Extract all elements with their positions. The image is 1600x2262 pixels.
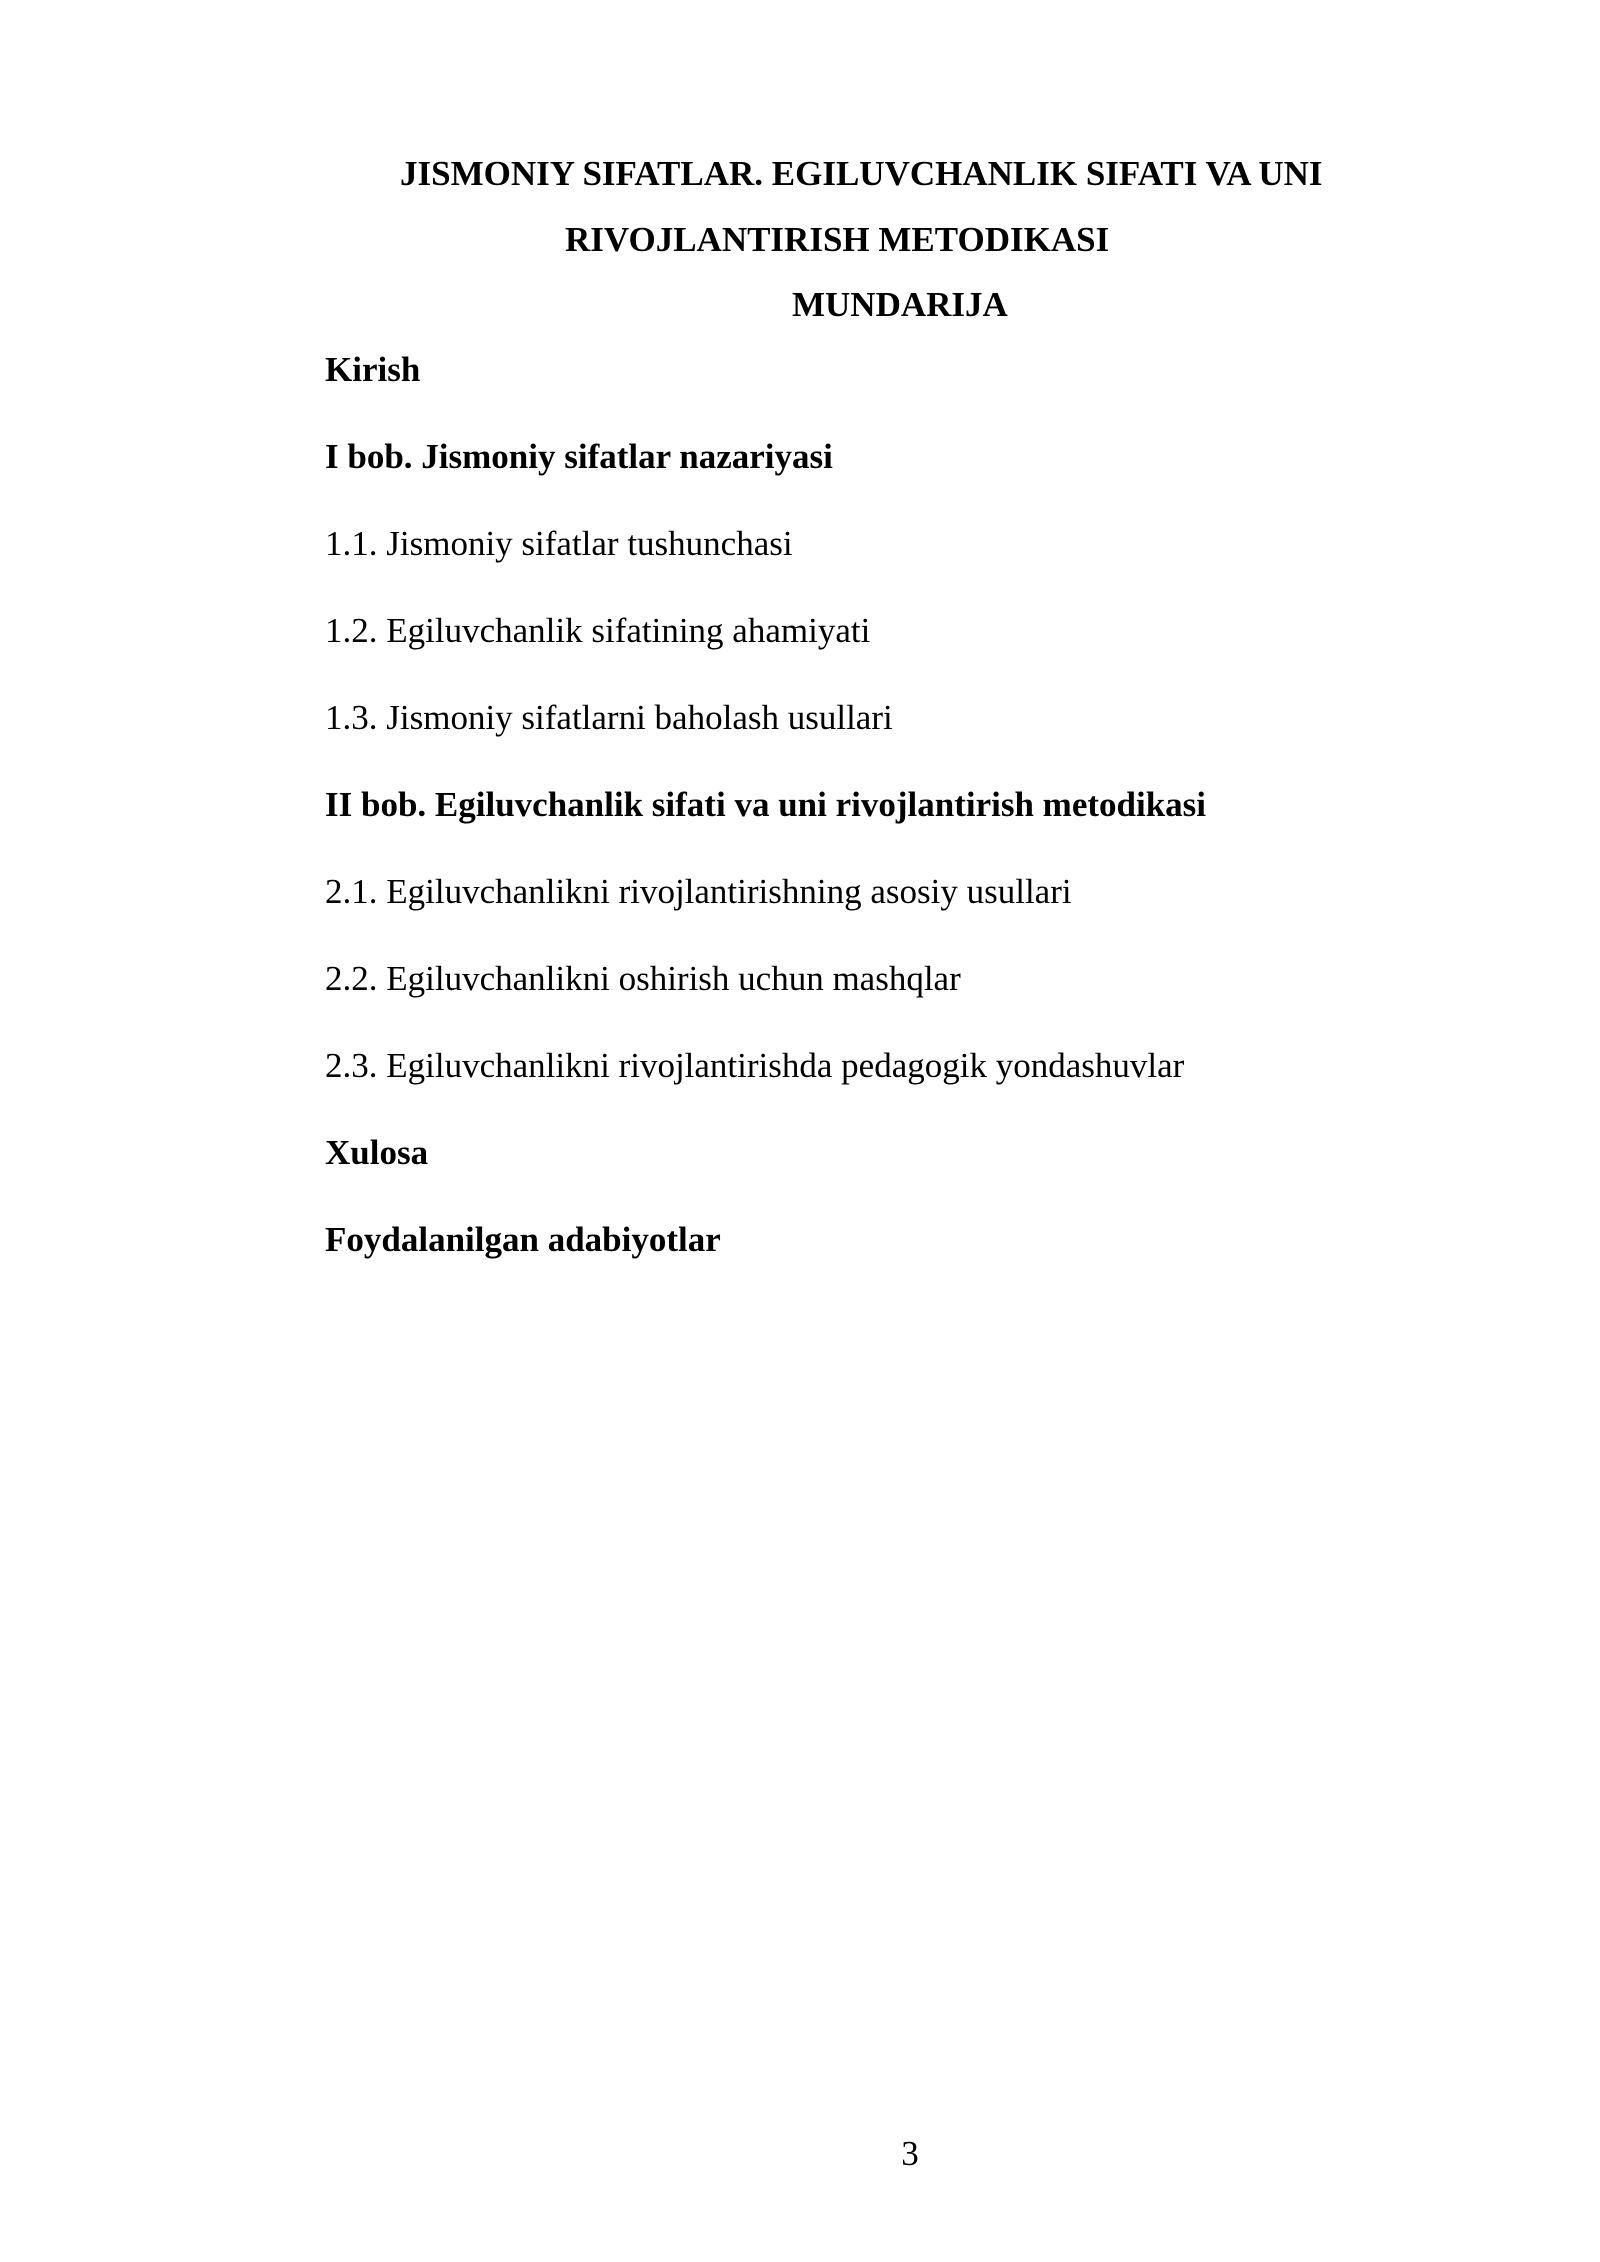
toc-item-section-2-2: 2.2. Egiluvchanlikni oshirish uchun mashqlar — [325, 959, 961, 998]
toc-item-references: Foydalanilgan adabiyotlar — [325, 1220, 721, 1259]
document-title-line-2: RIVOJLANTIRISH METODIKASI — [565, 220, 1110, 259]
toc-item-section-1-1: 1.1. Jismoniy sifatlar tushunchasi — [325, 524, 793, 563]
toc-item-section-2-3: 2.3. Egiluvchanlikni rivojlantirishda pedagogik yondashuvlar — [325, 1046, 1185, 1085]
page-number: 3 — [901, 2134, 919, 2173]
toc-item-section-2-1: 2.1. Egiluvchanlikni rivojlantirishning asosiy usullari — [325, 872, 1072, 911]
toc-heading: MUNDARIJA — [792, 285, 1008, 324]
toc-item-chapter-2: II bob. Egiluvchanlik sifati va uni rivojlantirish metodikasi — [325, 785, 1207, 824]
toc-item-section-1-3: 1.3. Jismoniy sifatlarni baholash usullari — [325, 698, 893, 737]
toc-item-xulosa: Xulosa — [325, 1133, 429, 1172]
document-title-line-1: JISMONIY SIFATLAR. EGILUVCHANLIK SIFATI VA UNI — [400, 154, 1323, 193]
toc-item-chapter-1: I bob. Jismoniy sifatlar nazariyasi — [325, 437, 833, 476]
toc-item-kirish: Kirish — [325, 350, 421, 389]
toc-item-section-1-2: 1.2. Egiluvchanlik sifatining ahamiyati — [325, 611, 871, 650]
